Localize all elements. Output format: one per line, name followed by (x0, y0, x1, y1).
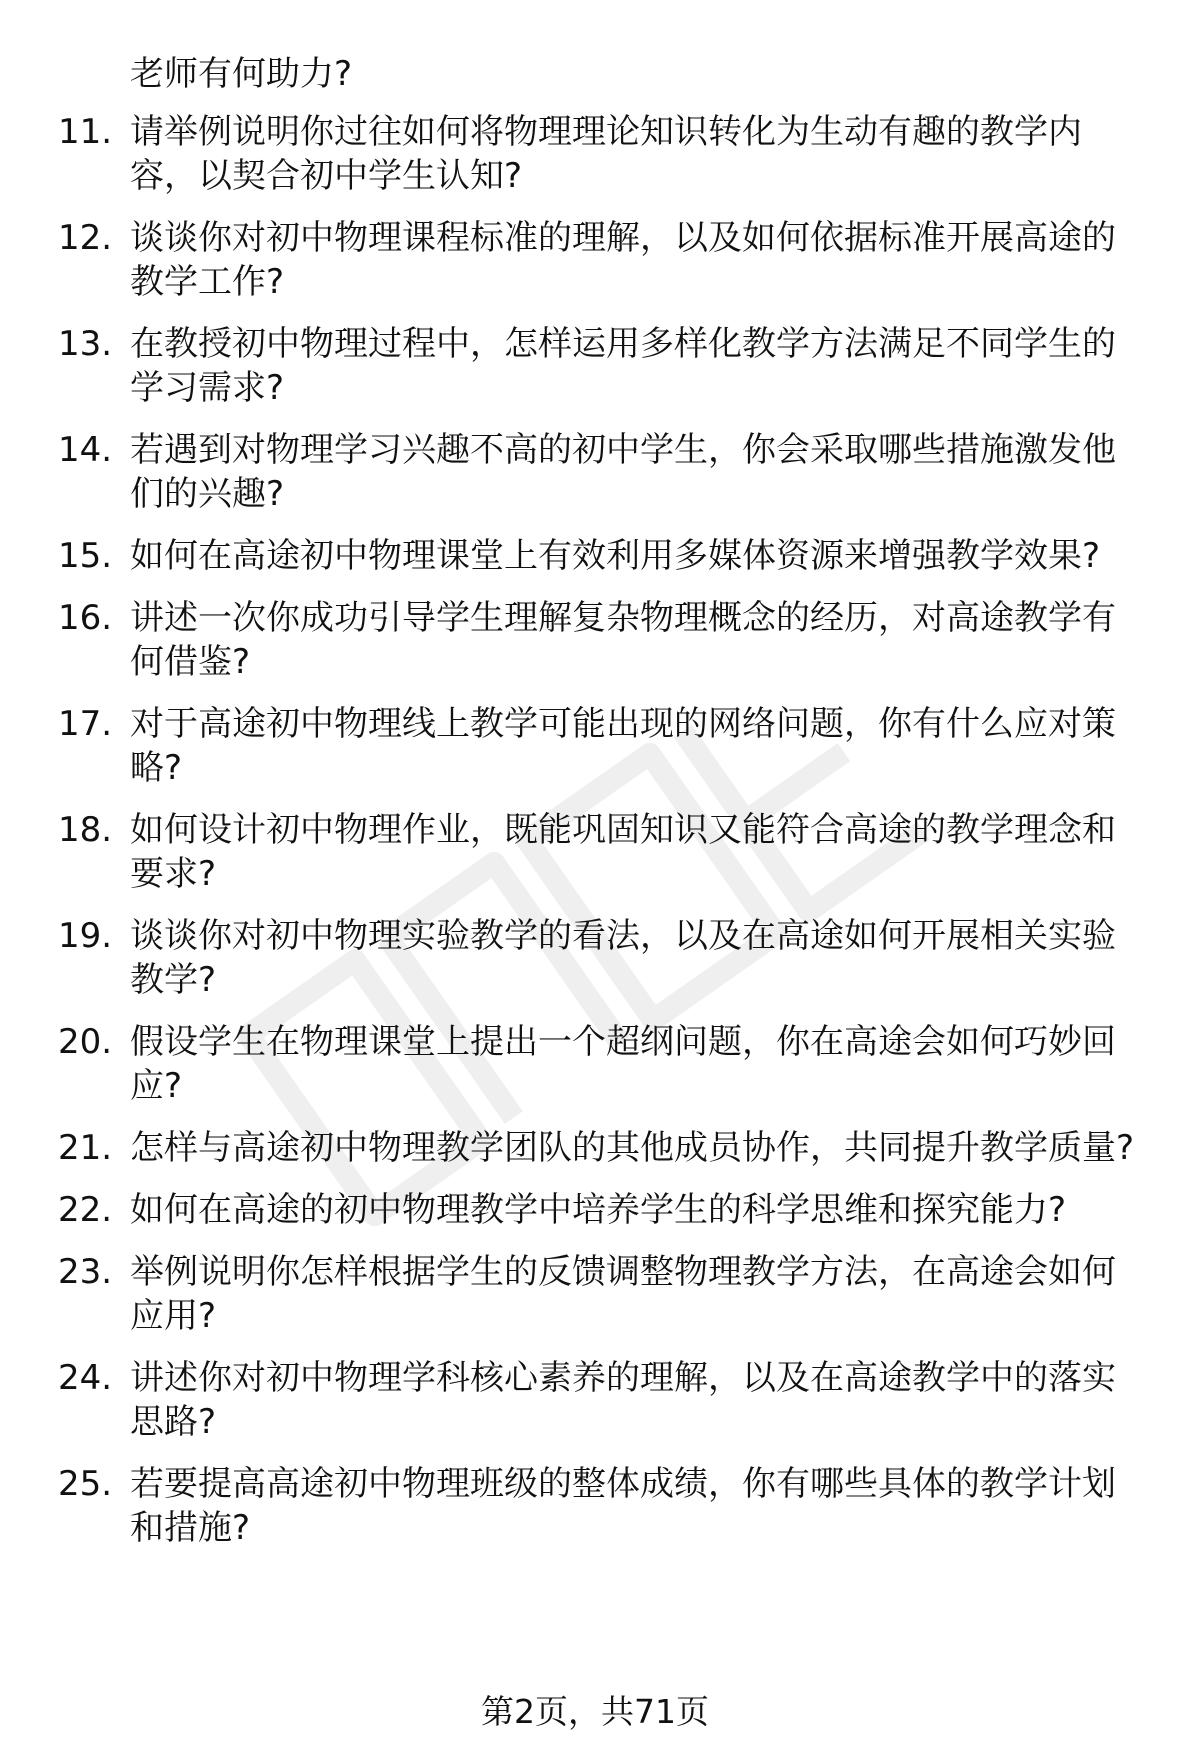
continuation-text: 老师有何助力? (130, 54, 353, 94)
question-number: 14. (58, 430, 113, 470)
question-number: 15. (58, 536, 113, 576)
page-indicator: 第2页，共71页 (481, 1692, 709, 1731)
question-text: 怎样与高途初中物理教学团队的其他成员协作，共同提升教学质量? (130, 1128, 1135, 1168)
question-number: 18. (58, 810, 113, 850)
question-number: 17. (58, 704, 113, 744)
question-text: 如何设计初中物理作业，既能巩固知识又能符合高途的教学理念和要求? (130, 810, 1116, 894)
question-item (0, 914, 1190, 1002)
question-text: 请举例说明你过往如何将物理理论知识转化为生动有趣的教学内容，以契合初中学生认知? (130, 112, 1082, 196)
question-item (0, 702, 1190, 790)
question-number: 23. (58, 1252, 113, 1292)
question-item (0, 216, 1190, 304)
question-item (0, 322, 1190, 410)
question-number: 25. (58, 1464, 113, 1504)
question-item (0, 1462, 1190, 1550)
question-number: 21. (58, 1128, 113, 1168)
question-number: 11. (58, 112, 113, 152)
question-text: 如何在高途的初中物理教学中培养学生的科学思维和探究能力? (130, 1190, 1067, 1230)
question-number: 12. (58, 218, 113, 258)
question-item (0, 596, 1190, 684)
question-text: 在教授初中物理过程中，怎样运用多样化教学方法满足不同学生的学习需求? (130, 324, 1116, 408)
question-item (0, 1356, 1190, 1444)
question-text: 若遇到对物理学习兴趣不高的初中学生，你会采取哪些措施激发他们的兴趣? (130, 430, 1116, 514)
question-list (0, 110, 1190, 1568)
question-item (0, 1126, 1190, 1170)
question-item (0, 1188, 1190, 1232)
question-text: 讲述你对初中物理学科核心素养的理解，以及在高途教学中的落实思路? (130, 1358, 1116, 1442)
question-text: 如何在高途初中物理课堂上有效利用多媒体资源来增强教学效果? (130, 536, 1101, 576)
question-text: 若要提高高途初中物理班级的整体成绩，你有哪些具体的教学计划和措施? (130, 1464, 1116, 1548)
question-item (0, 534, 1190, 578)
question-number: 13. (58, 324, 113, 364)
question-text: 讲述一次你成功引导学生理解复杂物理概念的经历，对高途教学有何借鉴? (130, 598, 1116, 682)
question-text: 谈谈你对初中物理课程标准的理解，以及如何依据标准开展高途的教学工作? (130, 218, 1116, 302)
question-number: 22. (58, 1190, 113, 1230)
question-item (0, 1250, 1190, 1338)
question-item (0, 428, 1190, 516)
question-number: 19. (58, 916, 113, 956)
question-number: 24. (58, 1358, 113, 1398)
question-text: 举例说明你怎样根据学生的反馈调整物理教学方法，在高途会如何应用? (130, 1252, 1116, 1336)
question-number: 16. (58, 598, 113, 638)
question-text: 假设学生在物理课堂上提出一个超纲问题，你在高途会如何巧妙回应? (130, 1022, 1116, 1106)
question-item (0, 1020, 1190, 1108)
question-number: 20. (58, 1022, 113, 1062)
question-item (0, 110, 1190, 198)
question-item (0, 808, 1190, 896)
question-text: 谈谈你对初中物理实验教学的看法，以及在高途如何开展相关实验教学? (130, 916, 1116, 1000)
question-text: 对于高途初中物理线上教学可能出现的网络问题，你有什么应对策略? (130, 704, 1116, 788)
